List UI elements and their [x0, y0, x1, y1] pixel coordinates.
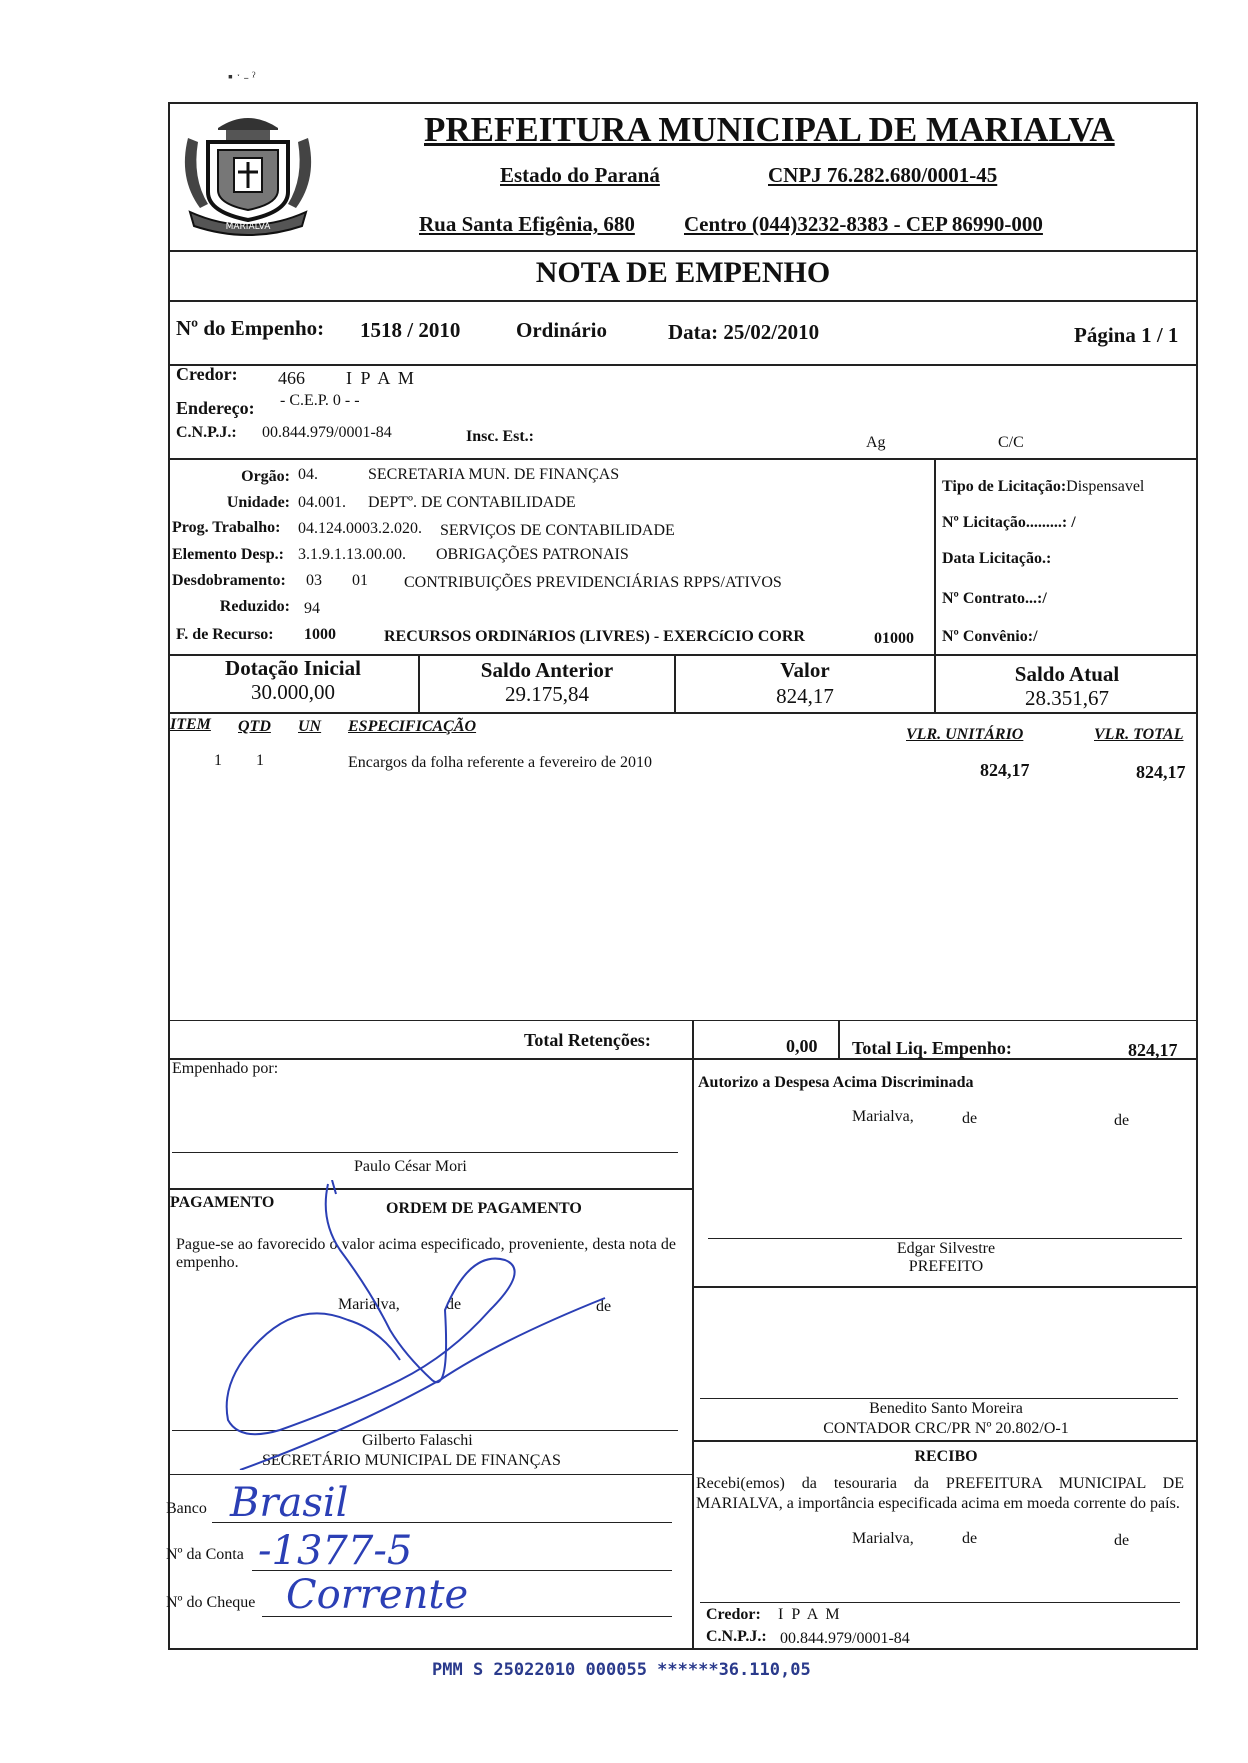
unidade-code: 04.001.: [298, 494, 346, 511]
prefeito-role: PREFEITO: [908, 1258, 984, 1275]
divider: [168, 712, 1198, 714]
contador-role: CONTADOR CRC/PR Nº 20.802/O-1: [823, 1420, 1069, 1437]
divider: [168, 1058, 1198, 1060]
svg-text:MARIALVA: MARIALVA: [225, 222, 271, 232]
item-vlr-unit: 824,17: [980, 760, 1030, 780]
autorizo-city: Marialva,: [852, 1108, 914, 1125]
total-retencoes-value: 0,00: [786, 1036, 818, 1056]
divider: [168, 300, 1198, 302]
credor-label: Credor:: [176, 364, 238, 384]
col-item: ITEM: [170, 716, 211, 733]
empenhado-name: Paulo César Mori: [354, 1158, 467, 1175]
recibo-cnpj-label: C.N.P.J.:: [706, 1628, 767, 1645]
saldo-atual-value: 28.351,67: [1025, 686, 1109, 710]
endereco-value: - C.E.P. 0 - -: [280, 392, 360, 409]
dotacao-value: 30.000,00: [251, 680, 335, 704]
convenio-number: Nº Convênio:/: [942, 628, 1038, 645]
reduzido-value: 94: [304, 600, 320, 617]
tipo-licitacao-label: [942, 478, 1144, 496]
municipality-cnpj: CNPJ 76.282.680/0001-45: [768, 163, 998, 187]
dotacao-label: Dotação Inicial: [225, 656, 361, 680]
ordem-pagamento-label: ORDEM DE PAGAMENTO: [386, 1200, 582, 1217]
col-un: UN: [298, 718, 322, 735]
cnpj-label: C.N.P.J.:: [176, 424, 237, 441]
divider: [168, 1474, 692, 1475]
prog-code: 04.124.0003.2.020.: [298, 520, 422, 537]
saldo-anterior-label: Saldo Anterior: [480, 658, 614, 682]
valor-value: 824,17: [776, 684, 834, 708]
signature-line: [172, 1152, 678, 1153]
divider: [168, 364, 1198, 366]
total-liq-label: Total Liq. Empenho:: [852, 1038, 1012, 1058]
divider: [934, 458, 936, 654]
page-number: Página 1 / 1: [1074, 323, 1179, 347]
secretario-role: SECRETÁRIO MUNICIPAL DE FINANÇAS: [262, 1452, 561, 1469]
recurso-num: 01000: [874, 630, 914, 647]
recibo-cnpj: 00.844.979/0001-84: [780, 1630, 910, 1647]
col-qtd: QTD: [238, 718, 271, 735]
item-vlr-total: 824,17: [1136, 762, 1186, 782]
insc-label: Insc. Est.:: [466, 428, 535, 445]
licitacao-number: Nº Licitação.........: /: [942, 514, 1076, 531]
cheque-label: Nº do Cheque: [166, 1594, 256, 1611]
orgao-code: 04.: [298, 466, 318, 483]
banco-label: Banco: [166, 1500, 207, 1517]
desdobramento-desc: CONTRIBUIÇÕES PREVIDENCIÁRIAS RPPS/ATIVOS: [404, 574, 782, 591]
prog-label: Prog. Trabalho:: [172, 519, 281, 536]
tipo-licitacao-label-text: Tipo de Licitação:: [942, 478, 1067, 495]
item-description: Encargos da folha referente a fevereiro de 2010: [348, 754, 652, 771]
autorizo-label: Autorizo a Despesa Acima Discriminada: [698, 1074, 974, 1091]
divider: [168, 1020, 1198, 1021]
handwritten-signature: [200, 1180, 620, 1470]
pagamento-de2: de: [596, 1298, 612, 1315]
recibo-de2: de: [1114, 1532, 1130, 1549]
divider: [168, 250, 1198, 252]
contrato-number: Nº Contrato...:/: [942, 590, 1047, 607]
total-retencoes-label: Total Retenções:: [524, 1030, 651, 1050]
pagamento-text: Pague-se ao favorecido o valor acima especificado, proveniente, desta nota de empenho.: [176, 1236, 676, 1271]
autorizo-de2: de: [1114, 1112, 1130, 1129]
recibo-credor-name: I P A M: [778, 1606, 842, 1623]
orgao-label: Orgão:: [241, 468, 290, 485]
credor-cnpj: 00.844.979/0001-84: [262, 424, 392, 441]
item-number: 1: [214, 752, 222, 769]
desdobramento-label: Desdobramento:: [172, 572, 286, 589]
divider: [692, 1058, 694, 1650]
address-contact: Centro (044)3232-8383 - CEP 86990-000: [684, 212, 1043, 236]
signature-line: [708, 1238, 1182, 1239]
recurso-code: 1000: [304, 626, 336, 643]
credor-code: 466: [278, 368, 305, 388]
credor-name: I P A M: [346, 368, 416, 388]
document-title: NOTA DE EMPENHO: [535, 256, 831, 289]
unidade-label: Unidade:: [226, 494, 290, 511]
unidade-desc: DEPTº. DE CONTABILIDADE: [368, 494, 576, 511]
prefeito-name: Edgar Silvestre: [896, 1240, 996, 1257]
divider: [692, 1286, 1198, 1288]
empenho-type: Ordinário: [516, 318, 608, 342]
pagamento-city: Marialva,: [338, 1296, 400, 1313]
recurso-desc: RECURSOS ORDINáRIOS (LIVRES) - EXERCíCIO CORR: [384, 628, 805, 645]
recibo-text: Recebi(emos) da tesouraria da PREFEITURA MUNICIPAL DE MARIALVA, a importância especificada acima em moeda corrente do país.: [696, 1475, 1184, 1512]
tipo-licitacao-value: Dispensavel: [1066, 478, 1145, 495]
empenho-number: 1518 / 2010: [360, 318, 461, 342]
saldo-atual-label: Saldo Atual: [1014, 662, 1120, 686]
divider: [838, 1020, 840, 1060]
valor-label: Valor: [780, 658, 830, 682]
empenho-date: Data: 25/02/2010: [668, 320, 820, 344]
recibo-credor-label: Credor:: [706, 1606, 761, 1623]
street-address: Rua Santa Efigênia, 680: [419, 212, 635, 236]
licitacao-date: Data Licitação.:: [942, 550, 1052, 567]
elemento-code: 3.1.9.1.13.00.00.: [298, 546, 406, 563]
desdobramento-a: 03: [306, 572, 322, 589]
elemento-desc: OBRIGAÇÕES PATRONAIS: [436, 546, 629, 563]
pagamento-de1: de: [446, 1296, 462, 1313]
col-especificacao: ESPECIFICAÇÃO: [348, 718, 477, 735]
municipal-coat-of-arms: [178, 108, 318, 236]
cc-label: C/C: [998, 434, 1024, 451]
divider: [168, 458, 1198, 460]
recurso-label: F. de Recurso:: [176, 626, 274, 643]
endereco-label: Endereço:: [176, 398, 255, 418]
desdobramento-b: 01: [352, 572, 368, 589]
footer-stamp: PMM S 25022010 000055 ******36.110,05: [432, 1660, 811, 1680]
saldo-anterior-value: 29.175,84: [505, 682, 589, 706]
elemento-label: Elemento Desp.:: [172, 546, 284, 563]
orgao-desc: SECRETARIA MUN. DE FINANÇAS: [368, 466, 620, 483]
cheque-handwritten: Corrente: [286, 1572, 469, 1618]
conta-handwritten: -1377-5: [258, 1528, 413, 1574]
municipality-title: PREFEITURA MUNICIPAL DE MARIALVA: [424, 110, 1115, 149]
reduzido-label: Reduzido:: [219, 598, 290, 615]
ag-label: Ag: [866, 434, 886, 451]
divider: [692, 1020, 694, 1060]
secretario-name: Gilberto Falaschi: [362, 1432, 473, 1449]
divider: [692, 1440, 1198, 1442]
pagamento-label: PAGAMENTO: [170, 1194, 275, 1211]
col-vlr-total: VLR. TOTAL: [1094, 726, 1184, 743]
signature-line: [700, 1602, 1180, 1603]
state-name: Estado do Paraná: [500, 163, 660, 187]
signature-line: [700, 1398, 1178, 1399]
empenhado-label: Empenhado por:: [172, 1060, 279, 1077]
recibo-city: Marialva,: [852, 1530, 914, 1547]
empenho-label: Nº do Empenho:: [176, 316, 325, 340]
recibo-de1: de: [962, 1530, 978, 1547]
item-qtd: 1: [256, 752, 264, 769]
col-vlr-unitario: VLR. UNITÁRIO: [906, 726, 1024, 743]
autorizo-de1: de: [962, 1110, 978, 1127]
contador-name: Benedito Santo Moreira: [869, 1400, 1023, 1417]
recibo-label: RECIBO: [914, 1448, 978, 1465]
conta-label: Nº da Conta: [166, 1546, 244, 1563]
total-liq-value: 824,17: [1128, 1040, 1178, 1060]
scan-mark: ▪ ˑ ˗ ˀ: [228, 70, 256, 85]
prog-desc: SERVIÇOS DE CONTABILIDADE: [440, 522, 675, 539]
banco-handwritten: Brasil: [230, 1480, 349, 1526]
